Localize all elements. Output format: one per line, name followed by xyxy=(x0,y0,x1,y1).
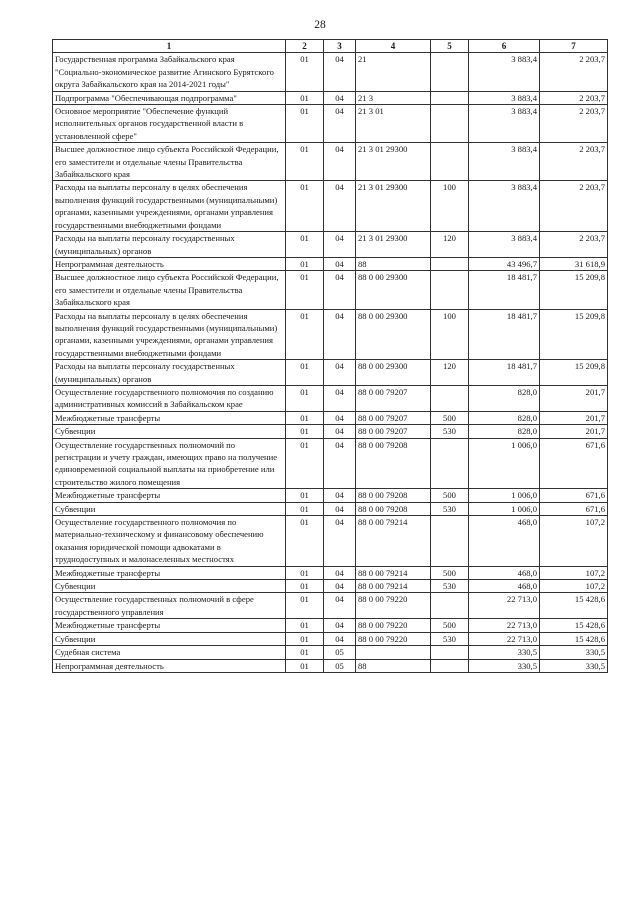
row-expense-type xyxy=(431,105,469,143)
row-value-col6: 1 006,0 xyxy=(469,489,540,502)
row-value-col6: 3 883,4 xyxy=(469,53,540,91)
row-expense-type: 120 xyxy=(431,232,469,258)
row-value-col6: 22 713,0 xyxy=(469,619,540,632)
row-target-article: 88 0 00 79208 xyxy=(356,438,431,489)
table-row xyxy=(53,646,608,659)
row-subsection-code: 04 xyxy=(324,619,356,632)
table-row xyxy=(53,425,608,438)
row-target-article: 88 0 00 29300 xyxy=(356,271,431,309)
row-expense-type: 530 xyxy=(431,632,469,645)
row-target-article: 21 3 01 xyxy=(356,105,431,143)
row-subsection-code: 05 xyxy=(324,646,356,659)
row-expense-type xyxy=(431,143,469,181)
row-value-col7: 15 209,8 xyxy=(540,271,608,309)
row-subsection-code: 04 xyxy=(324,593,356,619)
row-name: Расходы на выплаты персоналу государственных (муниципальных) органов xyxy=(53,232,286,258)
row-value-col7: 201,7 xyxy=(540,411,608,424)
row-name: Государственная программа Забайкальского края "Социально-экономическое развитие Агинского Бурятского округа Забайкальского края на 2014-2021 годы" xyxy=(53,53,286,91)
row-value-col6: 3 883,4 xyxy=(469,181,540,232)
row-section-code: 01 xyxy=(286,181,324,232)
row-expense-type: 530 xyxy=(431,580,469,593)
header-col-3: 3 xyxy=(324,40,356,53)
row-section-code: 01 xyxy=(286,232,324,258)
row-expense-type xyxy=(431,91,469,104)
row-name: Основное мероприятие "Обеспечение функций исполнительных органов государственной власти в установленной сфере" xyxy=(53,105,286,143)
row-value-col6: 468,0 xyxy=(469,566,540,579)
header-col-2: 2 xyxy=(286,40,324,53)
table-row xyxy=(53,53,608,91)
row-name: Высшее должностное лицо субъекта Российской Федерации, его заместители и отдельные члены Правительства Забайкальского края xyxy=(53,271,286,309)
row-section-code: 01 xyxy=(286,425,324,438)
row-name: Межбюджетные трансферты xyxy=(53,411,286,424)
row-subsection-code: 04 xyxy=(324,181,356,232)
table-row xyxy=(53,580,608,593)
row-name: Подпрограмма "Обеспечивающая подпрограмма" xyxy=(53,91,286,104)
row-name: Непрограммная деятельность xyxy=(53,257,286,270)
row-target-article: 88 0 00 79208 xyxy=(356,489,431,502)
row-section-code: 01 xyxy=(286,619,324,632)
row-subsection-code: 04 xyxy=(324,53,356,91)
row-target-article: 88 xyxy=(356,257,431,270)
row-expense-type xyxy=(431,438,469,489)
row-target-article: 21 3 xyxy=(356,91,431,104)
row-section-code: 01 xyxy=(286,53,324,91)
row-target-article: 88 0 00 79214 xyxy=(356,566,431,579)
row-value-col6: 828,0 xyxy=(469,411,540,424)
row-subsection-code: 04 xyxy=(324,105,356,143)
row-name: Субвенции xyxy=(53,632,286,645)
table-body xyxy=(53,53,608,673)
row-expense-type xyxy=(431,53,469,91)
row-value-col7: 15 428,6 xyxy=(540,593,608,619)
row-value-col7: 2 203,7 xyxy=(540,91,608,104)
row-section-code: 01 xyxy=(286,659,324,672)
row-subsection-code: 04 xyxy=(324,271,356,309)
table-row xyxy=(53,309,608,360)
row-expense-type: 530 xyxy=(431,425,469,438)
header-col-6: 6 xyxy=(469,40,540,53)
table-row xyxy=(53,411,608,424)
row-value-col6: 1 006,0 xyxy=(469,438,540,489)
row-value-col6: 828,0 xyxy=(469,425,540,438)
table-row xyxy=(53,91,608,104)
row-value-col7: 201,7 xyxy=(540,425,608,438)
row-section-code: 01 xyxy=(286,309,324,360)
row-value-col6: 18 481,7 xyxy=(469,271,540,309)
row-subsection-code: 04 xyxy=(324,489,356,502)
row-subsection-code: 04 xyxy=(324,425,356,438)
row-name: Расходы на выплаты персоналу в целях обеспечения выполнения функций государственными (муниципальными) органами, казенными учреждениями, органами управления государственными внебюджетными фондами xyxy=(53,309,286,360)
row-target-article: 21 3 01 29300 xyxy=(356,143,431,181)
row-expense-type xyxy=(431,593,469,619)
row-value-col7: 107,2 xyxy=(540,516,608,567)
row-name: Осуществление государственных полномочий в сфере государственного управления xyxy=(53,593,286,619)
row-target-article: 21 3 01 29300 xyxy=(356,232,431,258)
row-value-col7: 15 428,6 xyxy=(540,632,608,645)
row-value-col7: 2 203,7 xyxy=(540,143,608,181)
budget-table xyxy=(52,39,608,673)
row-value-col7: 2 203,7 xyxy=(540,53,608,91)
table-row xyxy=(53,232,608,258)
table-row xyxy=(53,257,608,270)
row-target-article: 88 0 00 79220 xyxy=(356,619,431,632)
table-row xyxy=(53,438,608,489)
row-value-col7: 330,5 xyxy=(540,646,608,659)
page-number: 28 xyxy=(314,19,326,31)
table-row xyxy=(53,181,608,232)
header-col-7: 7 xyxy=(540,40,608,53)
row-value-col7: 15 209,8 xyxy=(540,309,608,360)
row-subsection-code: 04 xyxy=(324,360,356,386)
row-value-col6: 828,0 xyxy=(469,385,540,411)
row-value-col6: 3 883,4 xyxy=(469,105,540,143)
row-value-col7: 15 209,8 xyxy=(540,360,608,386)
header-col-4: 4 xyxy=(356,40,431,53)
row-value-col7: 15 428,6 xyxy=(540,619,608,632)
row-expense-type: 100 xyxy=(431,181,469,232)
row-expense-type xyxy=(431,385,469,411)
table-row xyxy=(53,385,608,411)
row-value-col7: 201,7 xyxy=(540,385,608,411)
header-row xyxy=(53,40,608,53)
row-subsection-code: 04 xyxy=(324,502,356,515)
row-value-col6: 3 883,4 xyxy=(469,143,540,181)
row-name: Расходы на выплаты персоналу государственных (муниципальных) органов xyxy=(53,360,286,386)
row-value-col7: 671,6 xyxy=(540,438,608,489)
row-subsection-code: 04 xyxy=(324,143,356,181)
row-subsection-code: 04 xyxy=(324,632,356,645)
row-section-code: 01 xyxy=(286,271,324,309)
row-name: Субвенции xyxy=(53,502,286,515)
row-name: Непрограммная деятельность xyxy=(53,659,286,672)
row-name: Расходы на выплаты персоналу в целях обеспечения выполнения функций государственными (муниципальными) органами, казенными учреждениями, органами управления государственными внебюджетными фондами xyxy=(53,181,286,232)
row-value-col6: 330,5 xyxy=(469,659,540,672)
table-row xyxy=(53,593,608,619)
row-value-col6: 18 481,7 xyxy=(469,360,540,386)
row-target-article: 88 0 00 79220 xyxy=(356,632,431,645)
row-value-col6: 22 713,0 xyxy=(469,632,540,645)
row-section-code: 01 xyxy=(286,632,324,645)
row-target-article: 88 0 00 79214 xyxy=(356,516,431,567)
row-target-article xyxy=(356,646,431,659)
table-row xyxy=(53,360,608,386)
row-value-col7: 31 618,9 xyxy=(540,257,608,270)
row-section-code: 01 xyxy=(286,438,324,489)
row-subsection-code: 05 xyxy=(324,659,356,672)
row-subsection-code: 04 xyxy=(324,411,356,424)
row-subsection-code: 04 xyxy=(324,257,356,270)
row-value-col7: 2 203,7 xyxy=(540,232,608,258)
row-target-article: 88 0 00 79214 xyxy=(356,580,431,593)
row-value-col6: 1 006,0 xyxy=(469,502,540,515)
row-target-article: 88 0 00 29300 xyxy=(356,360,431,386)
row-section-code: 01 xyxy=(286,91,324,104)
row-value-col7: 107,2 xyxy=(540,566,608,579)
table-row xyxy=(53,632,608,645)
row-subsection-code: 04 xyxy=(324,91,356,104)
row-value-col6: 3 883,4 xyxy=(469,91,540,104)
row-name: Осуществление государственного полномочия по созданию административных комиссий в Забайкальском крае xyxy=(53,385,286,411)
table-row xyxy=(53,502,608,515)
row-expense-type xyxy=(431,257,469,270)
table-row xyxy=(53,143,608,181)
row-value-col7: 2 203,7 xyxy=(540,105,608,143)
row-expense-type: 120 xyxy=(431,360,469,386)
row-value-col6: 468,0 xyxy=(469,580,540,593)
row-expense-type xyxy=(431,516,469,567)
row-target-article: 88 xyxy=(356,659,431,672)
row-section-code: 01 xyxy=(286,105,324,143)
row-section-code: 01 xyxy=(286,646,324,659)
row-target-article: 88 0 00 79207 xyxy=(356,385,431,411)
header-col-5: 5 xyxy=(431,40,469,53)
row-section-code: 01 xyxy=(286,411,324,424)
row-name: Межбюджетные трансферты xyxy=(53,619,286,632)
row-value-col6: 22 713,0 xyxy=(469,593,540,619)
row-section-code: 01 xyxy=(286,593,324,619)
row-name: Межбюджетные трансферты xyxy=(53,566,286,579)
row-name: Высшее должностное лицо субъекта Российской Федерации, его заместители и отдельные члены Правительства Забайкальского края xyxy=(53,143,286,181)
row-expense-type xyxy=(431,646,469,659)
row-section-code: 01 xyxy=(286,360,324,386)
table-row xyxy=(53,566,608,579)
row-value-col6: 18 481,7 xyxy=(469,309,540,360)
row-subsection-code: 04 xyxy=(324,385,356,411)
row-name: Субвенции xyxy=(53,425,286,438)
row-expense-type xyxy=(431,659,469,672)
row-expense-type: 500 xyxy=(431,411,469,424)
row-expense-type: 500 xyxy=(431,566,469,579)
row-section-code: 01 xyxy=(286,385,324,411)
table-row xyxy=(53,659,608,672)
row-section-code: 01 xyxy=(286,566,324,579)
row-expense-type: 500 xyxy=(431,489,469,502)
row-value-col7: 2 203,7 xyxy=(540,181,608,232)
row-value-col7: 107,2 xyxy=(540,580,608,593)
header-col-1: 1 xyxy=(53,40,286,53)
row-value-col6: 468,0 xyxy=(469,516,540,567)
row-subsection-code: 04 xyxy=(324,438,356,489)
row-target-article: 88 0 00 79208 xyxy=(356,502,431,515)
row-value-col7: 671,6 xyxy=(540,502,608,515)
row-target-article: 88 0 00 79207 xyxy=(356,411,431,424)
row-section-code: 01 xyxy=(286,257,324,270)
row-name: Субвенции xyxy=(53,580,286,593)
row-value-col7: 330,5 xyxy=(540,659,608,672)
row-name: Осуществление государственного полномочия по материально-техническому и финансовому обеспечению оказания юридической помощи адвокатами в труднодоступных и малонаселенных местностях xyxy=(53,516,286,567)
row-value-col6: 3 883,4 xyxy=(469,232,540,258)
row-subsection-code: 04 xyxy=(324,566,356,579)
row-section-code: 01 xyxy=(286,516,324,567)
row-target-article: 88 0 00 79220 xyxy=(356,593,431,619)
table-row xyxy=(53,271,608,309)
row-subsection-code: 04 xyxy=(324,309,356,360)
row-name: Судебная система xyxy=(53,646,286,659)
row-value-col7: 671,6 xyxy=(540,489,608,502)
row-subsection-code: 04 xyxy=(324,516,356,567)
table-row xyxy=(53,489,608,502)
row-name: Осуществление государственных полномочий по регистрации и учету граждан, имеющих право на получение единовременной социальной выплаты на приобретение или строительство жилого помещения xyxy=(53,438,286,489)
table-row xyxy=(53,619,608,632)
row-value-col6: 43 496,7 xyxy=(469,257,540,270)
row-subsection-code: 04 xyxy=(324,232,356,258)
row-section-code: 01 xyxy=(286,502,324,515)
row-expense-type: 500 xyxy=(431,619,469,632)
row-value-col6: 330,5 xyxy=(469,646,540,659)
row-section-code: 01 xyxy=(286,580,324,593)
row-expense-type xyxy=(431,271,469,309)
row-expense-type: 530 xyxy=(431,502,469,515)
row-section-code: 01 xyxy=(286,489,324,502)
row-subsection-code: 04 xyxy=(324,580,356,593)
row-section-code: 01 xyxy=(286,143,324,181)
row-target-article: 21 3 01 29300 xyxy=(356,181,431,232)
row-name: Межбюджетные трансферты xyxy=(53,489,286,502)
row-expense-type: 100 xyxy=(431,309,469,360)
row-target-article: 21 xyxy=(356,53,431,91)
row-target-article: 88 0 00 29300 xyxy=(356,309,431,360)
table-row xyxy=(53,516,608,567)
table-header xyxy=(53,40,608,53)
table-row xyxy=(53,105,608,143)
row-target-article: 88 0 00 79207 xyxy=(356,425,431,438)
